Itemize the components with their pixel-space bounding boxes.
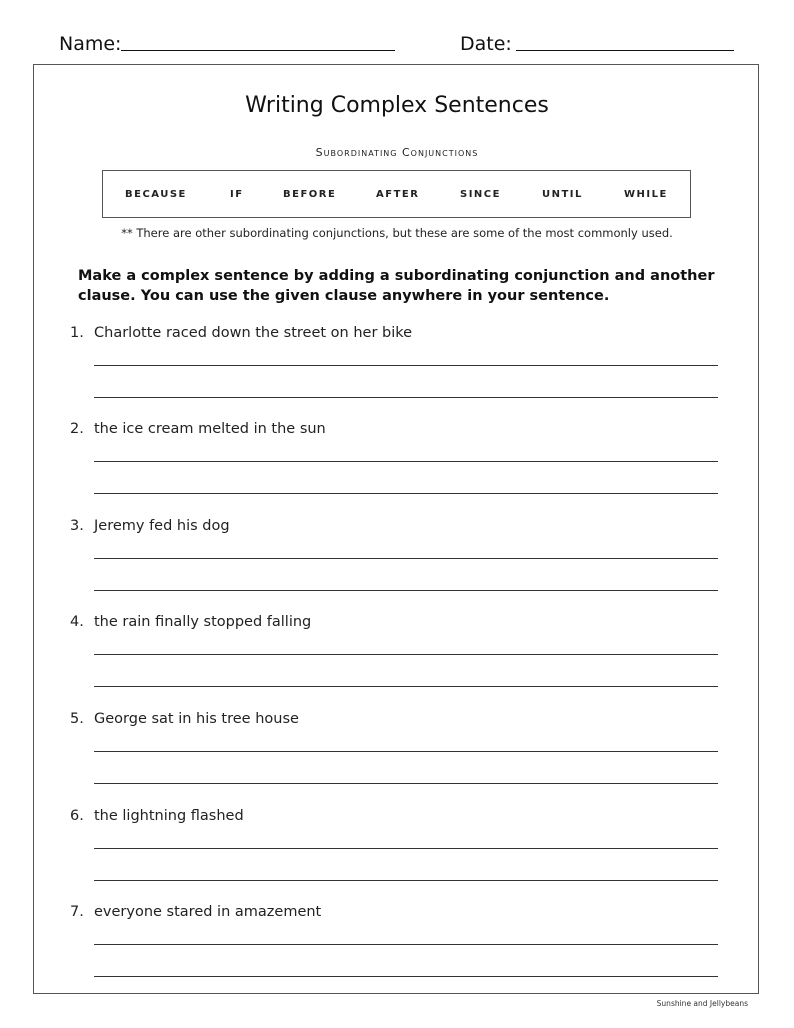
answer-line[interactable] bbox=[94, 493, 718, 494]
question-item bbox=[0, 709, 794, 805]
question-item bbox=[0, 419, 794, 515]
conjunction-word: UNTIL bbox=[542, 189, 583, 200]
question-clause: the ice cream melted in the sun bbox=[94, 421, 326, 437]
question-item bbox=[0, 612, 794, 708]
conjunction-word: BEFORE bbox=[283, 189, 337, 200]
conjunction-word: AFTER bbox=[376, 189, 420, 200]
date-field[interactable] bbox=[460, 32, 512, 56]
question-clause: Jeremy fed his dog bbox=[94, 518, 230, 534]
conjunctions-heading: Subordinating Conjunctions bbox=[315, 146, 479, 159]
answer-line[interactable] bbox=[94, 461, 718, 462]
conjunction-word: WHILE bbox=[624, 189, 668, 200]
question-number: 2. bbox=[70, 421, 84, 437]
worksheet-title: Writing Complex Sentences bbox=[245, 93, 549, 118]
question-number: 3. bbox=[70, 518, 84, 534]
answer-line[interactable] bbox=[94, 686, 718, 687]
conjunction-word: SINCE bbox=[460, 189, 501, 200]
question-clause: the lightning flashed bbox=[94, 808, 244, 824]
name-field[interactable] bbox=[59, 32, 121, 56]
answer-line[interactable] bbox=[94, 365, 718, 366]
question-clause: George sat in his tree house bbox=[94, 711, 299, 727]
name-label: Name: bbox=[59, 33, 122, 55]
answer-line[interactable] bbox=[94, 880, 718, 881]
question-item bbox=[0, 323, 794, 419]
question-item bbox=[0, 516, 794, 612]
answer-line[interactable] bbox=[94, 944, 718, 945]
conjunctions-box bbox=[102, 170, 691, 218]
question-number: 7. bbox=[70, 904, 84, 920]
question-clause: everyone stared in amazement bbox=[94, 904, 322, 920]
date-blank-line[interactable] bbox=[516, 50, 734, 51]
question-clause: Charlotte raced down the street on her bike bbox=[94, 325, 413, 341]
answer-line[interactable] bbox=[94, 397, 718, 398]
answer-line[interactable] bbox=[94, 558, 718, 559]
answer-line[interactable] bbox=[94, 590, 718, 591]
answer-line[interactable] bbox=[94, 783, 718, 784]
name-blank-line[interactable] bbox=[121, 50, 395, 51]
question-item bbox=[0, 902, 794, 998]
question-number: 1. bbox=[70, 325, 84, 341]
answer-line[interactable] bbox=[94, 976, 718, 977]
instructions: Make a complex sentence by adding a subordinating conjunction and another clause. You can use the given clause anywhere in your sentence. bbox=[78, 268, 715, 304]
answer-line[interactable] bbox=[94, 751, 718, 752]
author-credit: Sunshine and Jellybeans bbox=[656, 999, 748, 1008]
date-label: Date: bbox=[460, 33, 512, 55]
question-item bbox=[0, 806, 794, 902]
question-number: 6. bbox=[70, 808, 84, 824]
answer-line[interactable] bbox=[94, 848, 718, 849]
question-clause: the rain finally stopped falling bbox=[94, 614, 312, 630]
conjunction-word: IF bbox=[230, 189, 244, 200]
conjunctions-note: ** There are other subordinating conjunctions, but these are some of the most commonly used. bbox=[121, 226, 673, 240]
question-number: 4. bbox=[70, 614, 84, 630]
conjunction-word: BECAUSE bbox=[125, 189, 187, 200]
answer-line[interactable] bbox=[94, 654, 718, 655]
question-number: 5. bbox=[70, 711, 84, 727]
